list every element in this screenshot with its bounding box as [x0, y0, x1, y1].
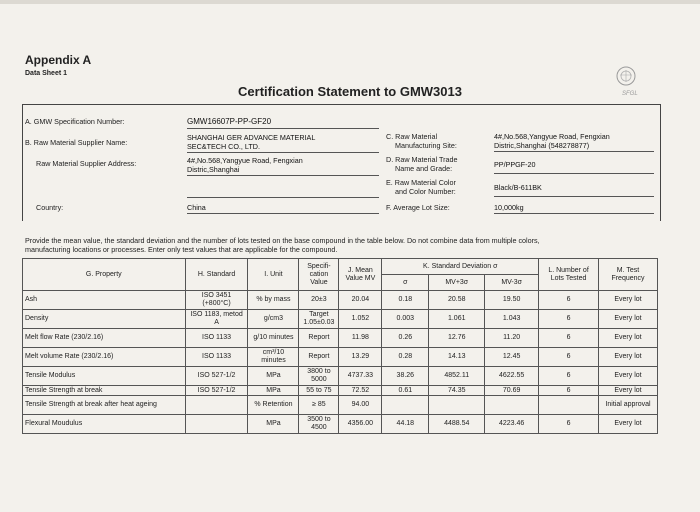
supplier-address-underline: [187, 175, 379, 176]
cell-sigma: 44.18: [382, 415, 429, 434]
cell-standard: ISO 1133: [185, 329, 248, 348]
cell-lots: 6: [539, 310, 599, 329]
color-underline: [494, 196, 654, 197]
cell-property: Tensile Modulus: [23, 367, 186, 386]
cell-lots: 6: [539, 348, 599, 367]
cell-mv-plus: [429, 396, 485, 415]
cell-property: Tensile Strength at break after heat ageing: [23, 396, 186, 415]
cell-mv-plus: 20.58: [429, 291, 485, 310]
cell-frequency: Every lot: [599, 310, 658, 329]
cell-standard: [185, 396, 248, 415]
cell-mean: 11.98: [339, 329, 382, 348]
supplier-name-value-2: SEC&TECH CO., LTD.: [187, 142, 260, 151]
col-header-mean: J. Mean Value MV: [339, 259, 382, 291]
lot-size-value: 10,000kg: [494, 203, 524, 212]
mfg-site-label-1: C. Raw Material: [386, 132, 438, 141]
data-sheet-label: Data Sheet 1: [25, 70, 68, 77]
col-header-mv-plus: MV+3σ: [429, 275, 485, 291]
cell-mean: 20.04: [339, 291, 382, 310]
cell-lots: 6: [539, 329, 599, 348]
trade-name-label-2: Name and Grade:: [395, 164, 453, 173]
instructions-line-2: manufacturing locations or processes. Enter only test values that are applicable for the compound.: [25, 245, 338, 254]
cell-standard: ISO 1183, metod A: [185, 310, 248, 329]
cell-spec: 3500 to 4500: [299, 415, 339, 434]
cell-sigma: 0.18: [382, 291, 429, 310]
cell-mv-plus: 74.35: [429, 386, 485, 396]
cell-frequency: Every lot: [599, 367, 658, 386]
cell-property: Melt volume Rate (230/2.16): [23, 348, 186, 367]
country-label: Country:: [36, 203, 64, 212]
spec-number-value: GMW16607P-PP-GF20: [187, 117, 272, 126]
trade-name-value: PP/PPGF-20: [494, 160, 536, 169]
table-row: [23, 415, 658, 434]
cell-frequency: Every lot: [599, 348, 658, 367]
country-value: China: [187, 203, 206, 212]
cell-spec: Target 1.05±0.03: [299, 310, 339, 329]
spec-number-label: A. GMW Specification Number:: [25, 117, 125, 126]
cell-mv-plus: 1.061: [429, 310, 485, 329]
cell-spec: 20±3: [299, 291, 339, 310]
supplier-info-box: [22, 104, 661, 221]
cell-unit: MPa: [248, 386, 299, 396]
color-label-2: and Color Number:: [395, 187, 456, 196]
supplier-name-value-1: SHANGHAI GER ADVANCE MATERIAL: [187, 133, 316, 142]
cell-lots: 6: [539, 415, 599, 434]
country-underline: [187, 213, 379, 214]
table-row: [23, 310, 658, 329]
col-header-lots: L. Number of Lots Tested: [539, 259, 599, 291]
cell-mean: 72.52: [339, 386, 382, 396]
cell-mv-minus: [485, 396, 539, 415]
col-header-frequency: M. Test Frequency: [599, 259, 658, 291]
mfg-site-underline: [494, 151, 654, 152]
trade-name-underline: [494, 173, 654, 174]
cell-mv-minus: 12.45: [485, 348, 539, 367]
cell-property: Tensile Strength at break: [23, 386, 186, 396]
cell-mv-plus: 4488.54: [429, 415, 485, 434]
mfg-site-value-2: Distric,Shanghai (548278877): [494, 141, 590, 150]
cell-property: Flexural Moudulus: [23, 415, 186, 434]
page-title: Certification Statement to GMW3013: [238, 84, 462, 99]
col-header-standard: H. Standard: [185, 259, 248, 291]
lot-size-label: F. Average Lot Size:: [386, 203, 450, 212]
mfg-site-value-1: 4#,No.568,Yangyue Road, Fengxian: [494, 132, 610, 141]
supplier-address-label: Raw Material Supplier Address:: [36, 159, 137, 168]
cell-lots: 6: [539, 291, 599, 310]
cell-mv-plus: 14.13: [429, 348, 485, 367]
cell-sigma: 0.003: [382, 310, 429, 329]
cell-mv-minus: 1.043: [485, 310, 539, 329]
cell-property: Ash: [23, 291, 186, 310]
cell-standard: ISO 527-1/2: [185, 367, 248, 386]
cell-spec: Report: [299, 329, 339, 348]
mfg-site-label-2: Manufacturing Site:: [395, 141, 457, 150]
cell-mean: 13.29: [339, 348, 382, 367]
cell-unit: MPa: [248, 415, 299, 434]
cell-standard: ISO 1133: [185, 348, 248, 367]
color-value: Black/B-611BK: [494, 183, 542, 192]
cell-lots: 6: [539, 367, 599, 386]
lot-size-underline: [494, 213, 654, 214]
cell-sigma: 0.26: [382, 329, 429, 348]
col-header-mv-minus: MV-3σ: [485, 275, 539, 291]
cell-mv-minus: 11.20: [485, 329, 539, 348]
cell-frequency: Every lot: [599, 291, 658, 310]
col-header-sigma: σ: [382, 275, 429, 291]
cell-property: Melt flow Rate (230/2.16): [23, 329, 186, 348]
table-row: [23, 348, 658, 367]
cell-mean: 4356.00: [339, 415, 382, 434]
supplier-address-value-1: 4#,No.568,Yangyue Road, Fengxian: [187, 156, 303, 165]
cell-mv-minus: 4622.55: [485, 367, 539, 386]
cell-unit: % by mass: [248, 291, 299, 310]
cell-frequency: Every lot: [599, 415, 658, 434]
cell-spec: 3800 to 5000: [299, 367, 339, 386]
cell-sigma: 0.61: [382, 386, 429, 396]
cell-mv-minus: 19.50: [485, 291, 539, 310]
col-header-property: G. Property: [23, 259, 186, 291]
cell-mv-minus: 4223.46: [485, 415, 539, 434]
cell-mean: 1.052: [339, 310, 382, 329]
supplier-name-underline: [187, 152, 379, 153]
cell-unit: g/cm3: [248, 310, 299, 329]
cell-mv-minus: 70.69: [485, 386, 539, 396]
cell-unit: % Retention: [248, 396, 299, 415]
cell-standard: ISO 527-1/2: [185, 386, 248, 396]
table-row: [23, 329, 658, 348]
cell-standard: [185, 415, 248, 434]
col-header-spec: Specifi-cation Value: [299, 259, 339, 291]
cell-lots: [539, 396, 599, 415]
supplier-name-label: B. Raw Material Supplier Name:: [25, 138, 128, 147]
cell-spec: 55 to 75: [299, 386, 339, 396]
spec-number-underline: [187, 128, 379, 129]
svg-text:SFGL: SFGL: [622, 91, 638, 97]
cell-spec: ≥ 85: [299, 396, 339, 415]
cell-property: Density: [23, 310, 186, 329]
col-header-std-dev: K. Standard Deviation σ: [382, 259, 539, 275]
table-row: [23, 291, 658, 310]
appendix-heading: Appendix A: [25, 53, 92, 67]
cell-spec: Report: [299, 348, 339, 367]
table-row: [23, 367, 658, 386]
property-table: [22, 258, 658, 434]
table-row: [23, 386, 658, 396]
cell-frequency: Every lot: [599, 386, 658, 396]
scan-edge: [0, 0, 700, 4]
cell-unit: MPa: [248, 367, 299, 386]
cell-mean: 94.00: [339, 396, 382, 415]
cell-unit: g/10 minutes: [248, 329, 299, 348]
cell-mv-plus: 4852.11: [429, 367, 485, 386]
cell-standard: ISO 3451 (+800°C): [185, 291, 248, 310]
col-header-unit: I. Unit: [248, 259, 299, 291]
cell-sigma: [382, 396, 429, 415]
cell-frequency: Every lot: [599, 329, 658, 348]
table-row: [23, 396, 658, 415]
cell-mv-plus: 12.76: [429, 329, 485, 348]
color-label-1: E. Raw Material Color: [386, 178, 456, 187]
cell-frequency: Initial approval: [599, 396, 658, 415]
cell-unit: cm³/10 minutes: [248, 348, 299, 367]
cell-sigma: 0.28: [382, 348, 429, 367]
cell-lots: 6: [539, 386, 599, 396]
instructions: [25, 236, 665, 254]
blank-underline: [187, 197, 379, 198]
cell-mean: 4737.33: [339, 367, 382, 386]
trade-name-label-1: D. Raw Material Trade: [386, 155, 458, 164]
supplier-address-value-2: Distric,Shanghai: [187, 165, 240, 174]
instructions-line-1: Provide the mean value, the standard deviation and the number of lots tested on the base compound in the table below. Do not combine data from multiple colors,: [25, 236, 540, 245]
cell-sigma: 38.26: [382, 367, 429, 386]
